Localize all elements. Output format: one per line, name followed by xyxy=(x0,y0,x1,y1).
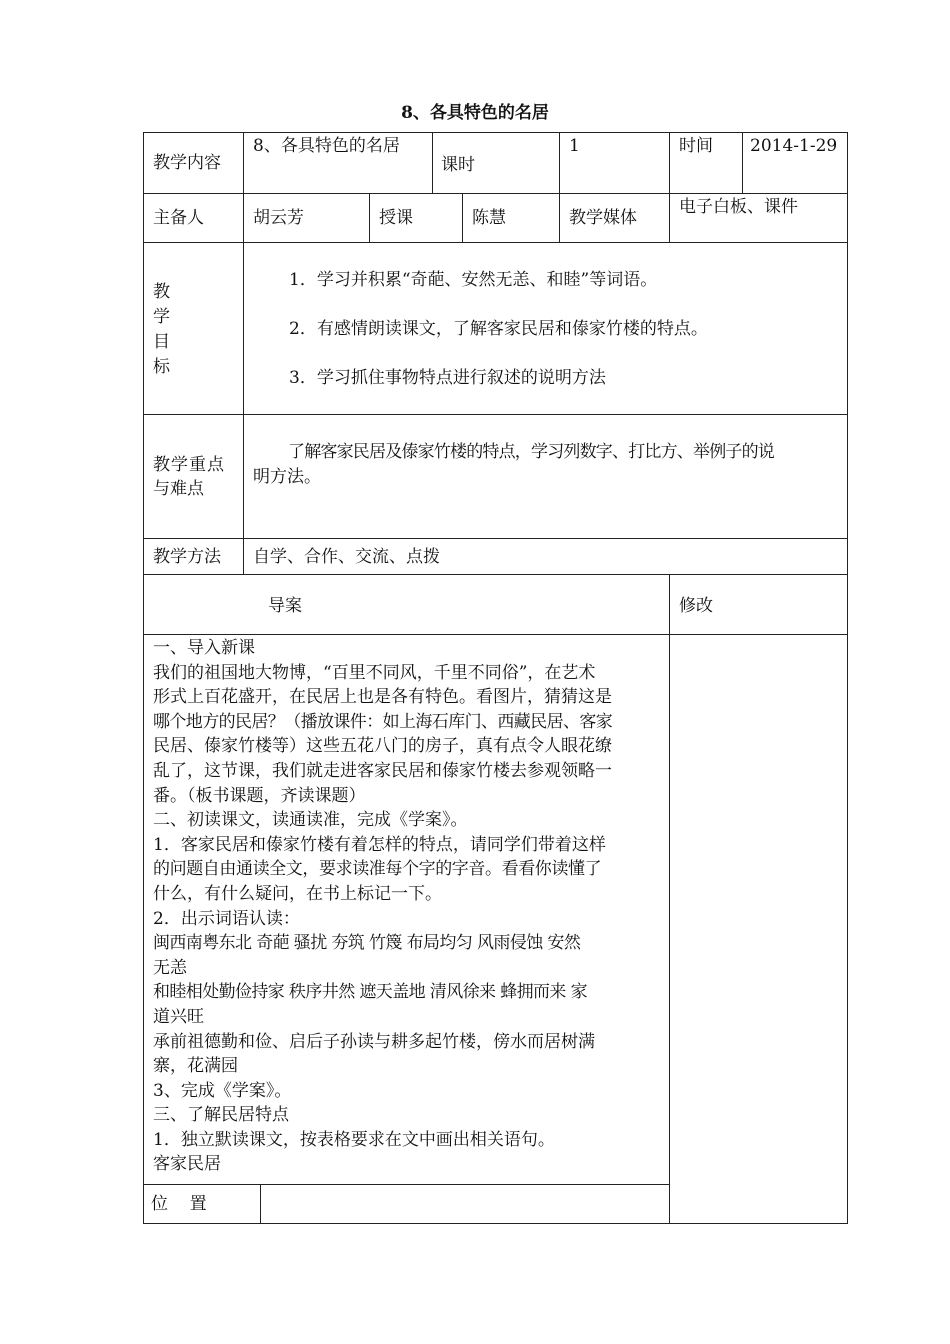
plan-line: 闽西南粤东北 奇葩 骚扰 夯筑 竹篾 布局均匀 风雨侵蚀 安然 xyxy=(153,933,581,954)
goals-label-char: 教 xyxy=(153,282,170,302)
hours-value: 1 xyxy=(569,136,580,156)
row-divider xyxy=(143,242,848,243)
column-divider xyxy=(432,132,433,193)
goals-label-char: 学 xyxy=(153,307,170,327)
goal-item: 1．学习并积累“奇葩、安然无恙、和睦”等词语。 xyxy=(289,270,658,290)
plan-line: 寨，花满园 xyxy=(153,1056,238,1077)
goals-label-char: 目 xyxy=(153,332,170,352)
row-divider xyxy=(143,414,848,415)
document-title: 8、各具特色的名居 xyxy=(401,103,549,123)
plan-line: 形式上百花盛开，在民居上也是各有特色。看图片，猜猜这是 xyxy=(153,687,612,708)
plan-line: 乱了，这节课，我们就走进客家民居和傣家竹楼去参观领略一 xyxy=(153,760,612,781)
preparer-label: 主备人 xyxy=(153,208,204,228)
key-points-line2: 明方法。 xyxy=(253,467,321,487)
plan-line: 哪个地方的民居？（播放课件：如上海石库门、西藏民居、客家 xyxy=(153,711,613,732)
goals-label-char: 标 xyxy=(153,357,170,377)
plan-line: 1．独立默读课文，按表格要求在文中画出相关语句。 xyxy=(153,1129,555,1150)
row-divider xyxy=(143,538,848,539)
teacher-label: 授课 xyxy=(379,208,413,228)
time-label: 时间 xyxy=(679,136,713,156)
revise-label: 修改 xyxy=(679,596,713,616)
plan-line: 番。（板书课题，齐读课题） xyxy=(153,785,366,806)
time-value: 2014-1-29 xyxy=(750,136,838,156)
row-divider xyxy=(143,634,848,635)
content-label: 教学内容 xyxy=(153,153,221,173)
guide-label: 导案 xyxy=(268,596,302,616)
key-points-label-line1: 教学重点 xyxy=(153,455,225,475)
plan-line: 一、导入新课 xyxy=(153,638,255,658)
location-label: 位 置 xyxy=(151,1194,207,1214)
column-divider xyxy=(669,132,670,242)
plan-line: 无恙 xyxy=(153,957,187,978)
column-divider xyxy=(669,574,670,1224)
goal-item: 3．学习抓住事物特点进行叙述的说明方法 xyxy=(289,368,606,388)
key-points-line1: 了解客家民居及傣家竹楼的特点，学习列数字、打比方、举例子的说 xyxy=(288,442,774,462)
row-divider xyxy=(143,574,848,575)
plan-line: 客家民居 xyxy=(153,1154,221,1175)
plan-line: 道兴旺 xyxy=(153,1006,204,1027)
inner-column-divider xyxy=(260,1184,261,1224)
content-value: 8、各具特色的名居 xyxy=(253,136,400,156)
row-divider xyxy=(143,193,848,194)
column-divider xyxy=(369,193,370,242)
media-label: 教学媒体 xyxy=(569,208,637,228)
method-label: 教学方法 xyxy=(153,547,221,567)
column-divider xyxy=(462,193,463,242)
media-value: 电子白板、课件 xyxy=(679,197,798,217)
plan-line: 2．出示词语认读： xyxy=(153,908,300,929)
plan-line: 的问题自由通读全文，要求读准每个字的字音。看看你读懂了 xyxy=(153,859,602,880)
plan-line: 承前祖德勤和俭、启后子孙读与耕多起竹楼，傍水而居树满 xyxy=(153,1031,595,1052)
plan-body xyxy=(153,636,665,1177)
inner-table xyxy=(143,1184,670,1224)
plan-line: 二、初读课文，读通读准，完成《学案》。 xyxy=(153,810,468,831)
column-divider xyxy=(243,132,244,574)
goal-item: 2．有感情朗读课文，了解客家民居和傣家竹楼的特点。 xyxy=(289,319,708,339)
plan-line: 和睦相处勤俭持家 秩序井然 遮天盖地 清风徐来 蜂拥而来 家 xyxy=(153,982,588,1003)
method-value: 自学、合作、交流、点拨 xyxy=(253,547,440,567)
column-divider xyxy=(559,132,560,242)
column-divider xyxy=(742,132,743,193)
goals-label xyxy=(153,280,173,380)
hours-label: 课时 xyxy=(441,155,475,175)
plan-line: 1．客家民居和傣家竹楼有着怎样的特点，请同学们带着这样 xyxy=(153,834,606,855)
preparer-value: 胡云芳 xyxy=(253,208,304,228)
key-points-label-line2: 与难点 xyxy=(153,479,204,499)
plan-line: 三、了解民居特点 xyxy=(153,1105,289,1126)
teacher-value: 陈慧 xyxy=(472,208,506,228)
plan-line: 我们的祖国地大物博，“百里不同风，千里不同俗”，在艺术 xyxy=(153,662,596,683)
plan-line: 什么，有什么疑问，在书上标记一下。 xyxy=(153,883,442,904)
plan-line: 3、完成《学案》。 xyxy=(153,1080,292,1101)
plan-line: 民居、傣家竹楼等）这些五花八门的房子，真有点令人眼花缭 xyxy=(153,736,612,757)
